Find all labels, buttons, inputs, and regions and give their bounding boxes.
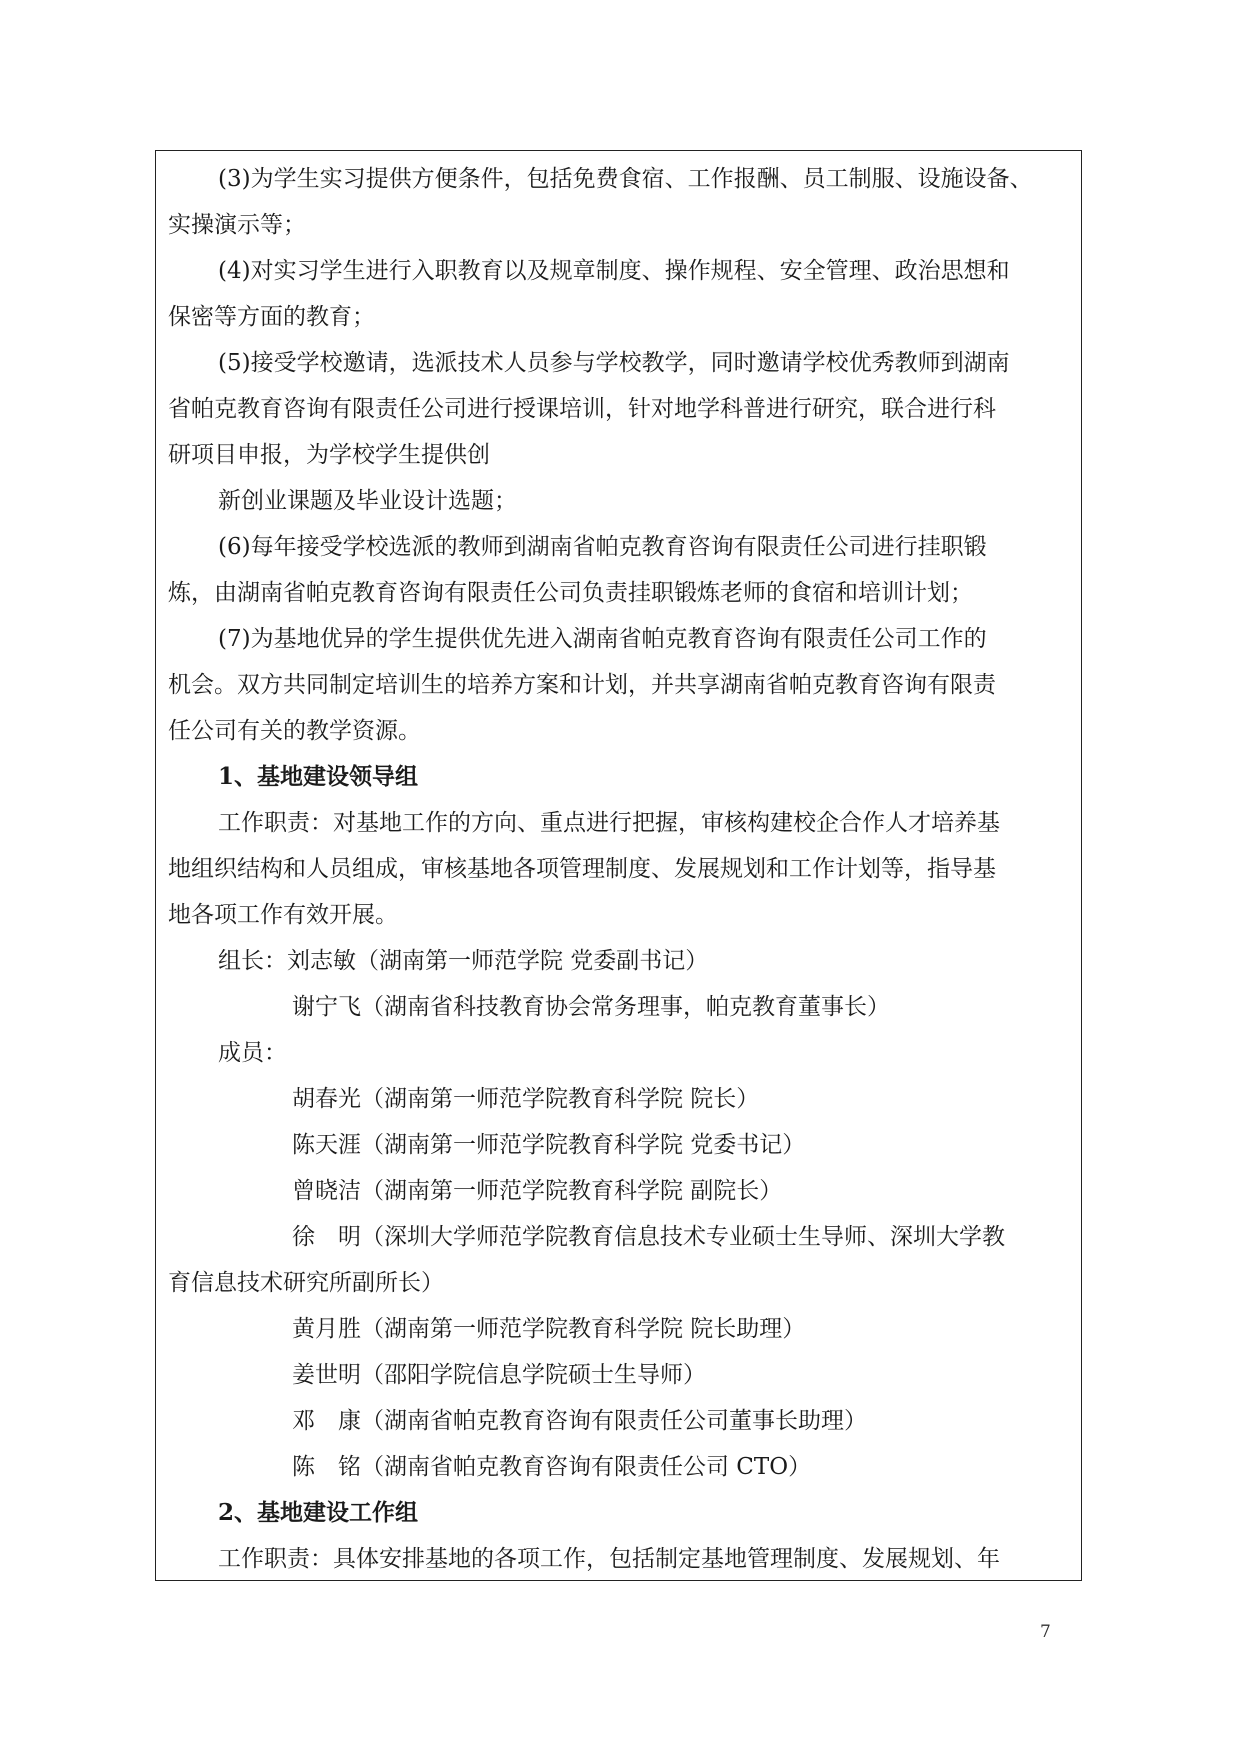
- member-line: 姜世明（邵阳学院信息学院硕士生导师）: [292, 1362, 706, 1388]
- member-line: 曾晓洁（湖南第一师范学院教育科学院 副院长）: [292, 1178, 783, 1204]
- member-line: 陈 铭（湖南省帕克教育咨询有限责任公司 CTO）: [292, 1454, 812, 1480]
- members-label: 成员：: [218, 1040, 287, 1066]
- paragraph-line: 地各项工作有效开展。: [168, 902, 398, 928]
- paragraph-line: 炼，由湖南省帕克教育咨询有限责任公司负责挂职锻炼老师的食宿和培训计划；: [168, 580, 973, 606]
- member-line: 胡春光（湖南第一师范学院教育科学院 院长）: [292, 1086, 760, 1112]
- paragraph-line: 任公司有关的教学资源。: [168, 718, 421, 744]
- paragraph-line: (3)为学生实习提供方便条件，包括免费食宿、工作报酬、员工制服、设施设备、: [218, 166, 1033, 192]
- section-heading: 1、基地建设领导组: [218, 763, 419, 790]
- member-line: 徐 明（深圳大学师范学院教育信息技术专业硕士生导师、深圳大学教: [292, 1224, 1005, 1250]
- leader-line: 谢宁飞（湖南省科技教育协会常务理事，帕克教育董事长）: [292, 994, 890, 1020]
- member-line: 黄月胜（湖南第一师范学院教育科学院 院长助理）: [292, 1316, 806, 1342]
- paragraph-line: (7)为基地优异的学生提供优先进入湖南省帕克教育咨询有限责任公司工作的: [218, 626, 987, 652]
- paragraph-line: 机会。双方共同制定培训生的培养方案和计划，并共享湖南省帕克教育咨询有限责: [168, 672, 996, 698]
- leader-line: 组长：刘志敏（湖南第一师范学院 党委副书记）: [218, 948, 709, 974]
- member-line: 育信息技术研究所副所长）: [168, 1270, 444, 1296]
- page-number: 7: [1040, 1622, 1051, 1642]
- paragraph-line: 地组织结构和人员组成，审核基地各项管理制度、发展规划和工作计划等，指导基: [168, 856, 996, 882]
- section-heading: 2、基地建设工作组: [218, 1499, 419, 1526]
- paragraph-line: 新创业课题及毕业设计选题；: [218, 488, 517, 514]
- paragraph-line: 研项目申报，为学校学生提供创: [168, 442, 490, 468]
- paragraph-line: 实操演示等；: [168, 212, 306, 238]
- paragraph-line: (5)接受学校邀请，选派技术人员参与学校教学，同时邀请学校优秀教师到湖南: [218, 350, 1010, 376]
- paragraph-line: (6)每年接受学校选派的教师到湖南省帕克教育咨询有限责任公司进行挂职锻: [218, 534, 987, 560]
- document-body: [168, 156, 1073, 1582]
- paragraph-line: 省帕克教育咨询有限责任公司进行授课培训，针对地学科普进行研究，联合进行科: [168, 396, 996, 422]
- member-line: 陈天涯（湖南第一师范学院教育科学院 党委书记）: [292, 1132, 806, 1158]
- paragraph-line: (4)对实习学生进行入职教育以及规章制度、操作规程、安全管理、政治思想和: [218, 258, 1010, 284]
- paragraph-line: 工作职责：具体安排基地的各项工作，包括制定基地管理制度、发展规划、年: [218, 1546, 1000, 1572]
- member-line: 邓 康（湖南省帕克教育咨询有限责任公司董事长助理）: [292, 1408, 867, 1434]
- paragraph-line: 保密等方面的教育；: [168, 304, 375, 330]
- paragraph-line: 工作职责：对基地工作的方向、重点进行把握，审核构建校企合作人才培养基: [218, 810, 1000, 836]
